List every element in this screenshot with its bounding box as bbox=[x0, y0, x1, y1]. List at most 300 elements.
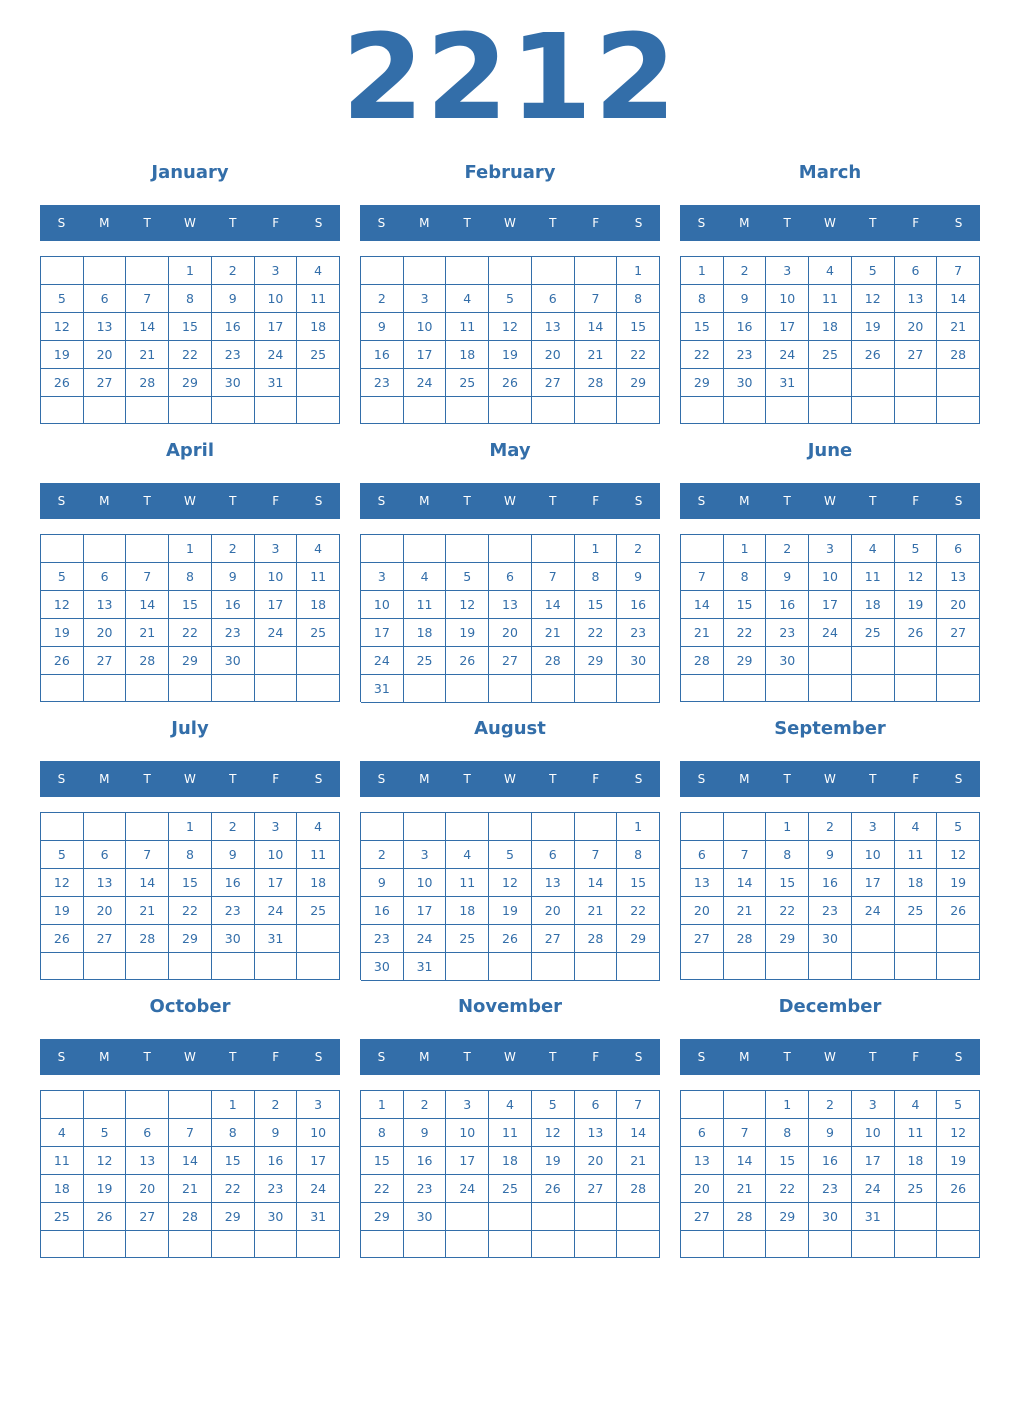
day-cell: 26 bbox=[937, 1175, 980, 1203]
day-cell: 8 bbox=[212, 1119, 255, 1147]
day-cell: 9 bbox=[255, 1119, 298, 1147]
day-cell: 11 bbox=[41, 1147, 84, 1175]
day-cell: 31 bbox=[361, 675, 404, 703]
day-cell: 23 bbox=[724, 341, 767, 369]
day-cell: 13 bbox=[84, 869, 127, 897]
day-cell: 28 bbox=[937, 341, 980, 369]
day-cell: 13 bbox=[532, 313, 575, 341]
day-cell bbox=[937, 1203, 980, 1231]
month-name: March bbox=[798, 162, 862, 183]
day-cell bbox=[255, 647, 298, 675]
weekday-label: T bbox=[143, 494, 151, 508]
weekday-label: S bbox=[954, 1050, 963, 1064]
day-cell: 17 bbox=[404, 897, 447, 925]
day-cell: 11 bbox=[809, 285, 852, 313]
day-cell: 5 bbox=[41, 285, 84, 313]
day-cell: 28 bbox=[126, 369, 169, 397]
day-cell: 11 bbox=[489, 1119, 532, 1147]
weekday-label: M bbox=[419, 494, 430, 508]
day-cell bbox=[532, 813, 575, 841]
day-cell: 14 bbox=[575, 869, 618, 897]
day-grid bbox=[40, 1090, 340, 1258]
day-cell: 28 bbox=[126, 647, 169, 675]
day-cell: 5 bbox=[84, 1119, 127, 1147]
day-cell: 18 bbox=[446, 341, 489, 369]
day-cell bbox=[255, 953, 298, 980]
day-cell bbox=[361, 535, 404, 563]
weekday-label: T bbox=[229, 216, 237, 230]
day-cell: 20 bbox=[532, 341, 575, 369]
day-cell bbox=[489, 953, 532, 981]
day-cell: 5 bbox=[41, 841, 84, 869]
day-cell: 26 bbox=[41, 369, 84, 397]
day-cell bbox=[41, 397, 84, 424]
weekday-header bbox=[360, 483, 660, 519]
day-cell bbox=[361, 257, 404, 285]
day-cell: 3 bbox=[852, 1091, 895, 1119]
day-cell bbox=[446, 813, 489, 841]
day-cell bbox=[937, 953, 980, 980]
day-cell bbox=[361, 1231, 404, 1258]
day-cell: 1 bbox=[169, 257, 212, 285]
day-cell bbox=[361, 397, 404, 424]
day-cell: 2 bbox=[212, 535, 255, 563]
day-cell: 20 bbox=[575, 1147, 618, 1175]
weekday-label: M bbox=[739, 216, 750, 230]
weekday-label: T bbox=[229, 494, 237, 508]
day-cell: 18 bbox=[297, 869, 340, 897]
weekday-label: T bbox=[143, 216, 151, 230]
day-cell: 1 bbox=[575, 535, 618, 563]
day-cell: 5 bbox=[41, 563, 84, 591]
day-cell: 23 bbox=[809, 1175, 852, 1203]
day-cell bbox=[404, 675, 447, 703]
day-cell: 24 bbox=[404, 369, 447, 397]
day-cell: 28 bbox=[724, 925, 767, 953]
day-cell: 1 bbox=[169, 535, 212, 563]
day-cell: 29 bbox=[681, 369, 724, 397]
day-cell bbox=[169, 1091, 212, 1119]
day-cell: 15 bbox=[766, 1147, 809, 1175]
day-cell bbox=[446, 397, 489, 424]
day-cell bbox=[446, 675, 489, 703]
day-cell: 23 bbox=[766, 619, 809, 647]
day-cell: 31 bbox=[255, 369, 298, 397]
day-cell: 30 bbox=[809, 1203, 852, 1231]
day-cell: 11 bbox=[895, 1119, 938, 1147]
day-cell bbox=[404, 257, 447, 285]
weekday-label: F bbox=[272, 216, 280, 230]
weekday-label: S bbox=[634, 772, 643, 786]
weekday-header bbox=[680, 761, 980, 797]
day-cell bbox=[532, 397, 575, 424]
day-cell: 16 bbox=[212, 591, 255, 619]
day-cell: 6 bbox=[681, 1119, 724, 1147]
weekday-label: M bbox=[419, 216, 430, 230]
weekday-label: S bbox=[314, 1050, 323, 1064]
day-cell: 4 bbox=[446, 841, 489, 869]
day-cell bbox=[937, 369, 980, 397]
weekday-label: F bbox=[912, 494, 920, 508]
day-cell: 22 bbox=[169, 341, 212, 369]
day-cell: 13 bbox=[937, 563, 980, 591]
day-cell: 7 bbox=[126, 285, 169, 313]
day-cell bbox=[126, 257, 169, 285]
day-cell bbox=[169, 675, 212, 702]
day-cell bbox=[575, 1231, 618, 1258]
weekday-label: W bbox=[504, 1050, 516, 1064]
day-cell: 29 bbox=[169, 925, 212, 953]
weekday-label: M bbox=[739, 772, 750, 786]
day-cell: 6 bbox=[126, 1119, 169, 1147]
day-cell bbox=[41, 535, 84, 563]
month-name: April bbox=[165, 440, 215, 461]
day-cell: 29 bbox=[361, 1203, 404, 1231]
day-cell: 8 bbox=[169, 563, 212, 591]
day-cell: 23 bbox=[212, 341, 255, 369]
day-cell: 29 bbox=[212, 1203, 255, 1231]
day-cell bbox=[575, 1203, 618, 1231]
day-cell bbox=[41, 257, 84, 285]
day-cell: 21 bbox=[575, 897, 618, 925]
day-cell: 26 bbox=[41, 647, 84, 675]
day-cell: 3 bbox=[404, 285, 447, 313]
day-cell bbox=[617, 397, 660, 424]
day-cell: 8 bbox=[724, 563, 767, 591]
day-cell: 15 bbox=[617, 869, 660, 897]
day-cell bbox=[84, 257, 127, 285]
day-cell bbox=[297, 1231, 340, 1258]
weekday-label: F bbox=[592, 1050, 600, 1064]
day-cell: 12 bbox=[937, 1119, 980, 1147]
day-cell: 9 bbox=[404, 1119, 447, 1147]
weekday-label: T bbox=[229, 772, 237, 786]
day-cell: 13 bbox=[532, 869, 575, 897]
day-cell: 28 bbox=[575, 369, 618, 397]
day-cell: 29 bbox=[617, 925, 660, 953]
day-cell: 16 bbox=[361, 897, 404, 925]
day-cell: 10 bbox=[852, 841, 895, 869]
day-cell: 15 bbox=[617, 313, 660, 341]
day-cell: 24 bbox=[297, 1175, 340, 1203]
day-cell bbox=[724, 813, 767, 841]
day-cell: 5 bbox=[532, 1091, 575, 1119]
day-cell: 28 bbox=[169, 1203, 212, 1231]
day-cell: 12 bbox=[532, 1119, 575, 1147]
day-cell: 27 bbox=[84, 925, 127, 953]
weekday-label: T bbox=[463, 772, 471, 786]
day-cell: 30 bbox=[361, 953, 404, 981]
day-cell: 30 bbox=[255, 1203, 298, 1231]
weekday-label: T bbox=[143, 772, 151, 786]
weekday-label: F bbox=[912, 772, 920, 786]
day-cell: 6 bbox=[532, 285, 575, 313]
day-cell: 20 bbox=[84, 341, 127, 369]
day-cell: 27 bbox=[84, 647, 127, 675]
day-cell: 30 bbox=[617, 647, 660, 675]
day-cell: 15 bbox=[169, 869, 212, 897]
day-cell: 20 bbox=[681, 897, 724, 925]
day-cell: 5 bbox=[937, 1091, 980, 1119]
weekday-label: F bbox=[592, 494, 600, 508]
day-cell bbox=[169, 397, 212, 424]
day-cell bbox=[212, 953, 255, 980]
day-cell: 5 bbox=[489, 841, 532, 869]
day-cell: 31 bbox=[255, 925, 298, 953]
weekday-label: F bbox=[272, 1050, 280, 1064]
day-cell bbox=[681, 397, 724, 424]
day-cell: 29 bbox=[169, 369, 212, 397]
day-cell bbox=[681, 953, 724, 980]
day-cell bbox=[852, 369, 895, 397]
day-cell bbox=[84, 813, 127, 841]
day-cell: 20 bbox=[681, 1175, 724, 1203]
weekday-label: S bbox=[377, 216, 386, 230]
day-cell: 30 bbox=[212, 925, 255, 953]
weekday-label: T bbox=[869, 216, 877, 230]
day-cell bbox=[937, 675, 980, 702]
day-cell: 26 bbox=[446, 647, 489, 675]
day-cell: 12 bbox=[84, 1147, 127, 1175]
day-cell: 23 bbox=[361, 925, 404, 953]
month-name: June bbox=[807, 440, 853, 461]
weekday-label: T bbox=[549, 494, 557, 508]
day-cell: 9 bbox=[809, 1119, 852, 1147]
day-cell: 18 bbox=[895, 1147, 938, 1175]
day-cell bbox=[361, 813, 404, 841]
day-cell: 19 bbox=[937, 869, 980, 897]
day-cell: 25 bbox=[895, 897, 938, 925]
weekday-label: M bbox=[419, 1050, 430, 1064]
day-cell: 10 bbox=[255, 285, 298, 313]
weekday-header bbox=[360, 1039, 660, 1075]
month-name: January bbox=[151, 162, 229, 183]
day-grid bbox=[360, 812, 660, 980]
day-cell: 29 bbox=[766, 1203, 809, 1231]
day-cell: 15 bbox=[724, 591, 767, 619]
day-cell: 25 bbox=[297, 619, 340, 647]
day-cell bbox=[297, 675, 340, 702]
day-cell bbox=[404, 535, 447, 563]
weekday-label: W bbox=[184, 772, 196, 786]
day-cell: 15 bbox=[361, 1147, 404, 1175]
month-name: September bbox=[774, 718, 886, 739]
day-cell: 7 bbox=[575, 841, 618, 869]
day-cell bbox=[489, 1203, 532, 1231]
day-cell: 15 bbox=[169, 591, 212, 619]
day-cell: 13 bbox=[895, 285, 938, 313]
day-cell: 9 bbox=[212, 841, 255, 869]
weekday-label: F bbox=[912, 1050, 920, 1064]
day-cell: 24 bbox=[404, 925, 447, 953]
month-name: February bbox=[464, 162, 556, 183]
weekday-label: S bbox=[377, 1050, 386, 1064]
day-cell bbox=[937, 647, 980, 675]
day-cell bbox=[681, 675, 724, 702]
day-cell: 22 bbox=[617, 341, 660, 369]
day-cell: 4 bbox=[297, 535, 340, 563]
weekday-label: S bbox=[697, 1050, 706, 1064]
weekday-label: F bbox=[592, 216, 600, 230]
weekday-label: W bbox=[504, 494, 516, 508]
day-cell: 9 bbox=[212, 563, 255, 591]
day-cell: 20 bbox=[532, 897, 575, 925]
day-cell: 16 bbox=[724, 313, 767, 341]
day-cell: 18 bbox=[297, 313, 340, 341]
day-cell: 17 bbox=[852, 1147, 895, 1175]
day-cell: 4 bbox=[297, 257, 340, 285]
day-cell bbox=[681, 1231, 724, 1258]
day-cell: 12 bbox=[489, 313, 532, 341]
day-cell bbox=[937, 1231, 980, 1258]
day-cell: 12 bbox=[41, 313, 84, 341]
day-cell: 7 bbox=[126, 563, 169, 591]
day-cell: 9 bbox=[766, 563, 809, 591]
day-cell: 1 bbox=[724, 535, 767, 563]
day-cell: 30 bbox=[724, 369, 767, 397]
day-cell bbox=[212, 1231, 255, 1258]
day-cell: 26 bbox=[895, 619, 938, 647]
day-cell: 2 bbox=[404, 1091, 447, 1119]
weekday-header bbox=[680, 483, 980, 519]
weekday-label: T bbox=[869, 1050, 877, 1064]
day-cell: 11 bbox=[895, 841, 938, 869]
day-cell: 8 bbox=[617, 841, 660, 869]
weekday-label: T bbox=[783, 494, 791, 508]
weekday-header bbox=[360, 761, 660, 797]
day-cell: 13 bbox=[84, 591, 127, 619]
day-cell: 22 bbox=[766, 897, 809, 925]
day-cell bbox=[724, 675, 767, 702]
day-cell: 21 bbox=[126, 897, 169, 925]
day-grid bbox=[680, 1090, 980, 1258]
weekday-header bbox=[680, 205, 980, 241]
day-cell: 23 bbox=[809, 897, 852, 925]
day-cell: 17 bbox=[255, 591, 298, 619]
weekday-label: F bbox=[592, 772, 600, 786]
day-cell: 21 bbox=[724, 897, 767, 925]
weekday-label: W bbox=[184, 494, 196, 508]
day-cell bbox=[532, 675, 575, 703]
day-cell: 4 bbox=[852, 535, 895, 563]
day-cell: 12 bbox=[446, 591, 489, 619]
day-cell: 3 bbox=[446, 1091, 489, 1119]
day-cell: 13 bbox=[126, 1147, 169, 1175]
day-cell: 23 bbox=[361, 369, 404, 397]
day-cell: 31 bbox=[766, 369, 809, 397]
day-cell: 27 bbox=[575, 1175, 618, 1203]
day-cell bbox=[809, 647, 852, 675]
day-cell: 1 bbox=[766, 813, 809, 841]
day-cell: 12 bbox=[41, 869, 84, 897]
weekday-label: T bbox=[463, 1050, 471, 1064]
day-cell: 21 bbox=[617, 1147, 660, 1175]
day-cell bbox=[724, 1091, 767, 1119]
weekday-label: S bbox=[634, 216, 643, 230]
day-cell: 7 bbox=[532, 563, 575, 591]
day-cell: 28 bbox=[126, 925, 169, 953]
day-cell: 25 bbox=[446, 369, 489, 397]
day-cell: 24 bbox=[852, 1175, 895, 1203]
day-grid bbox=[40, 256, 340, 424]
day-cell: 22 bbox=[361, 1175, 404, 1203]
day-cell: 1 bbox=[169, 813, 212, 841]
day-cell: 29 bbox=[617, 369, 660, 397]
day-cell: 10 bbox=[404, 869, 447, 897]
day-cell: 18 bbox=[446, 897, 489, 925]
day-cell: 7 bbox=[575, 285, 618, 313]
weekday-header bbox=[360, 205, 660, 241]
day-cell bbox=[575, 257, 618, 285]
day-cell: 2 bbox=[361, 285, 404, 313]
weekday-label: W bbox=[184, 1050, 196, 1064]
day-cell: 20 bbox=[895, 313, 938, 341]
day-cell: 15 bbox=[212, 1147, 255, 1175]
weekday-label: S bbox=[377, 772, 386, 786]
weekday-label: T bbox=[783, 772, 791, 786]
day-cell bbox=[126, 675, 169, 702]
day-cell bbox=[126, 535, 169, 563]
day-cell: 10 bbox=[361, 591, 404, 619]
day-cell: 24 bbox=[809, 619, 852, 647]
day-cell: 18 bbox=[297, 591, 340, 619]
weekday-label: W bbox=[824, 216, 836, 230]
day-cell bbox=[937, 397, 980, 424]
day-cell bbox=[84, 675, 127, 702]
day-cell: 12 bbox=[895, 563, 938, 591]
day-cell: 30 bbox=[809, 925, 852, 953]
day-cell: 28 bbox=[681, 647, 724, 675]
day-cell: 25 bbox=[404, 647, 447, 675]
day-cell: 6 bbox=[84, 285, 127, 313]
day-cell: 27 bbox=[126, 1203, 169, 1231]
weekday-label: W bbox=[184, 216, 196, 230]
day-cell bbox=[852, 925, 895, 953]
month-name: August bbox=[474, 718, 546, 739]
day-cell: 3 bbox=[297, 1091, 340, 1119]
day-cell: 5 bbox=[852, 257, 895, 285]
day-cell: 6 bbox=[84, 841, 127, 869]
day-cell: 2 bbox=[724, 257, 767, 285]
day-cell bbox=[575, 675, 618, 703]
day-cell: 27 bbox=[489, 647, 532, 675]
day-cell: 25 bbox=[446, 925, 489, 953]
weekday-label: M bbox=[99, 216, 110, 230]
day-cell: 22 bbox=[681, 341, 724, 369]
weekday-label: W bbox=[824, 494, 836, 508]
day-cell: 13 bbox=[681, 869, 724, 897]
day-cell: 16 bbox=[766, 591, 809, 619]
day-cell bbox=[852, 953, 895, 980]
day-cell bbox=[937, 925, 980, 953]
day-cell bbox=[84, 953, 127, 980]
day-cell: 13 bbox=[575, 1119, 618, 1147]
weekday-label: W bbox=[824, 1050, 836, 1064]
day-cell: 2 bbox=[617, 535, 660, 563]
day-cell bbox=[852, 397, 895, 424]
day-cell bbox=[297, 369, 340, 397]
day-cell bbox=[617, 675, 660, 703]
day-cell: 3 bbox=[766, 257, 809, 285]
day-cell bbox=[895, 647, 938, 675]
day-cell: 25 bbox=[41, 1203, 84, 1231]
day-cell bbox=[255, 397, 298, 424]
day-cell: 11 bbox=[297, 285, 340, 313]
day-cell: 17 bbox=[809, 591, 852, 619]
weekday-label: T bbox=[549, 772, 557, 786]
day-cell: 10 bbox=[766, 285, 809, 313]
day-cell bbox=[532, 1231, 575, 1258]
